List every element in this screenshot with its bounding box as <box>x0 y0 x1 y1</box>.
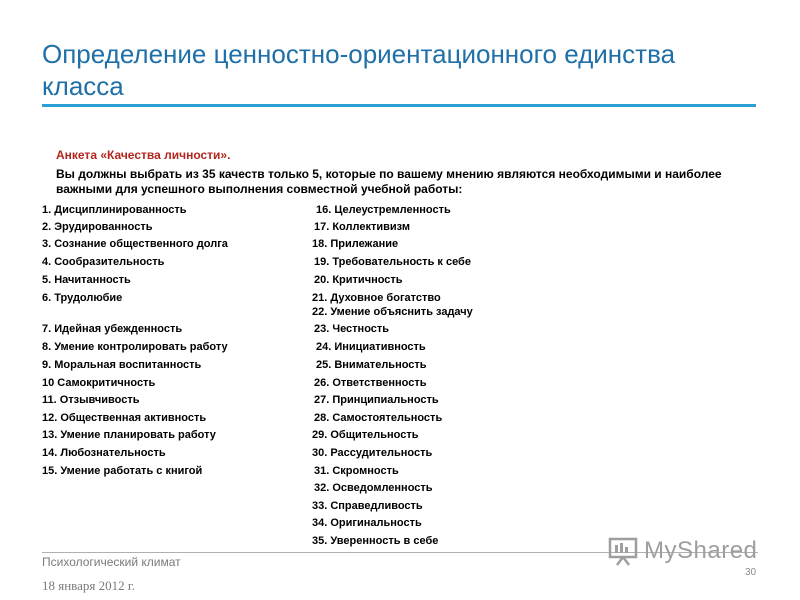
quality-item: 21. Духовное богатство <box>312 292 441 304</box>
questionnaire-instructions: Вы должны выбрать из 35 качеств только 5, которые по вашему мнению являются необходимыми и наиболее важными для успешного выполнения совместной учебной работы: <box>56 167 722 196</box>
quality-item: 23. Честность <box>314 323 390 335</box>
quality-item: 16. Целеустремленность <box>316 204 451 216</box>
quality-item: 32. Осведомленность <box>314 482 433 494</box>
quality-item: 31. Скромность <box>314 465 399 477</box>
quality-item: 12. Общественная активность <box>42 412 207 424</box>
quality-item: 28. Самостоятельность <box>314 412 443 424</box>
quality-item: 27. Принципиальность <box>314 394 439 406</box>
quality-item: 20. Критичность <box>314 274 403 286</box>
quality-item: 25. Внимательность <box>316 359 427 371</box>
quality-item: 4. Сообразительность <box>42 256 165 268</box>
quality-item: 9. Моральная воспитанность <box>42 359 202 371</box>
quality-item: 10 Самокритичность <box>42 377 156 389</box>
quality-item: 2. Эрудированность <box>42 221 153 233</box>
questionnaire-heading: Анкета «Качества личности». <box>56 148 231 162</box>
quality-item: 17. Коллективизм <box>314 221 410 233</box>
quality-item: 13. Умение планировать работу <box>42 429 216 441</box>
quality-item: 33. Справедливость <box>312 500 423 512</box>
myshared-logo <box>608 536 757 566</box>
quality-item: 18. Прилежание <box>312 238 399 250</box>
quality-item: 19. Требовательность к себе <box>314 256 471 268</box>
footer-date: 18 января 2012 г. <box>42 578 136 593</box>
quality-item: 30. Рассудительность <box>312 447 433 459</box>
quality-item: 24. Инициативность <box>316 341 426 353</box>
quality-item: 14. Любознательность <box>42 447 166 459</box>
quality-item: 8. Умение контролировать работу <box>42 341 228 353</box>
logo-text: MyShared <box>644 537 758 564</box>
quality-item: 15. Умение работать с книгой <box>42 465 203 477</box>
quality-item: 35. Уверенность в себе <box>312 535 439 547</box>
quality-item: 5. Начитанность <box>42 274 131 286</box>
quality-item: 29. Общительность <box>312 429 419 441</box>
page-number: 30 <box>745 567 757 578</box>
title-divider <box>42 104 756 107</box>
footer-section-name: Психологический климат <box>42 555 181 569</box>
quality-item: 7. Идейная убежденность <box>42 323 183 335</box>
presentation-board-icon <box>608 536 638 566</box>
quality-item: 26. Ответственность <box>314 377 427 389</box>
quality-item: 3. Сознание общественного долга <box>42 238 228 250</box>
quality-item: 6. Трудолюбие <box>42 292 123 304</box>
quality-item: 11. Отзывчивость <box>42 394 140 406</box>
slide-title: Определение ценностно-ориентационного единства класса <box>42 39 676 101</box>
quality-item: 1. Дисциплинированность <box>42 204 187 216</box>
quality-item: 22. Умение объяснить задачу <box>312 306 473 318</box>
quality-item: 34. Оригинальность <box>312 517 422 529</box>
